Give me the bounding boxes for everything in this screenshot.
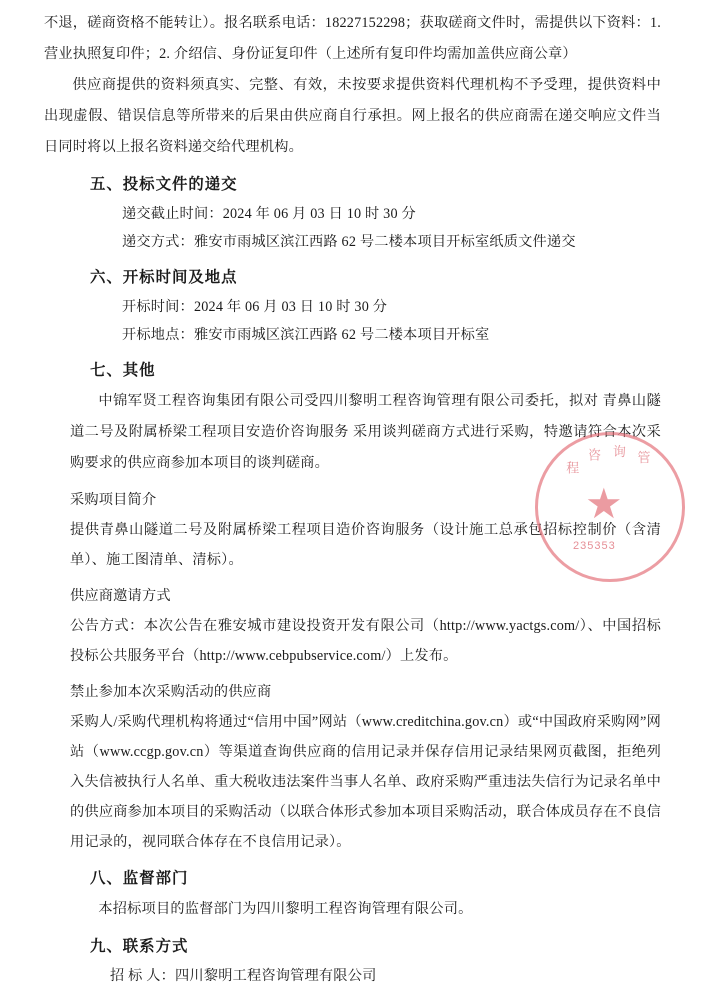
section-heading-seven: 七、其他: [90, 362, 156, 379]
paragraph-supplier-materials: 供应商提供的资料须真实、完整、有效，未按要求提供资料代理机构不予受理，提供资料中出现虚假、错误信息等所带来的后果由供应商自行承担。网上报名的供应商需在递交响应文件当日同时将以上报名资料递交给代理机构。: [44, 77, 661, 155]
bid-opening-time-line: 开标时间：2024 年 06 月 03 日 10 时 30 分: [122, 299, 388, 315]
section-heading-six: 六、开标时间及地点: [90, 269, 238, 286]
project-intro-text: 提供青鼻山隧道二号及附属桥梁工程项目造价咨询服务（设计施工总承包招标控制价（含清单）、施工图清单、清标）。: [70, 522, 661, 568]
section-eight-body: 本招标项目的监督部门为四川黎明工程咨询管理有限公司。: [98, 901, 473, 917]
submission-method-line: 递交方式：雅安市雨城区滨江西路 62 号二楼本项目开标室纸质文件递交: [122, 234, 576, 250]
section-heading-eight: 八、监督部门: [90, 870, 189, 887]
submission-deadline-line: 递交截止时间：2024 年 06 月 03 日 10 时 30 分: [122, 206, 416, 222]
paragraph-continuation: 不退，磋商资格不能转让）。报名联系电话：18227152298；获取磋商文件时，需提供以下资料：1. 营业执照复印件；2. 介绍信、身份证复印件（上述所有复印件均需加盖供应商公章）: [44, 15, 661, 62]
section-heading-five: 五、投标文件的递交: [90, 176, 238, 193]
invitation-method-title: 供应商邀请方式: [70, 588, 171, 604]
tenderer-line: 招 标 人：四川黎明工程咨询管理有限公司: [110, 968, 377, 984]
prohibited-suppliers-text: 采购人/采购代理机构将通过“信用中国”网站（www.creditchina.gov.cn）或“中国政府采购网”网站（www.ccgp.gov.cn）等渠道查询供应商的信用记录并保存信用记录结果网页截图，拒绝列入失信被执行人名单、重大税收违法案件当事人名单、政府采购严重违法失信行为记录名单中的供应商参加本项目的采购活动（以联合体形式参加本项目采购活动，联合体成员存在不良信用记录的，视同联合体存在不良信用记录）。: [70, 714, 661, 850]
bid-opening-place-line: 开标地点：雅安市雨城区滨江西路 62 号二楼本项目开标室: [122, 327, 490, 343]
invitation-method-text: 公告方式：本次公告在雅安城市建设投资开发有限公司（http://www.yactgs.com/）、中国招标投标公共服务平台（http://www.cebpubservice.com/）上发布。: [70, 618, 661, 664]
seal-star-icon: ★: [585, 482, 623, 528]
prohibited-suppliers-title: 禁止参加本次采购活动的供应商: [70, 684, 272, 700]
project-intro-title: 采购项目简介: [70, 492, 157, 508]
section-heading-nine: 九、联系方式: [90, 938, 189, 955]
seal-code: 235353: [573, 540, 616, 552]
section-seven-body: 中锦军贤工程咨询集团有限公司受四川黎明工程咨询管理有限公司委托，拟对 青鼻山隧道二号及附属桥梁工程项目安造价咨询服务 采用谈判磋商方式进行采购，特邀请符合本次采购要求的供应商参加本项目的谈判磋商。: [70, 393, 661, 471]
seal-arc-text: 程 咨 询 管: [566, 443, 651, 476]
